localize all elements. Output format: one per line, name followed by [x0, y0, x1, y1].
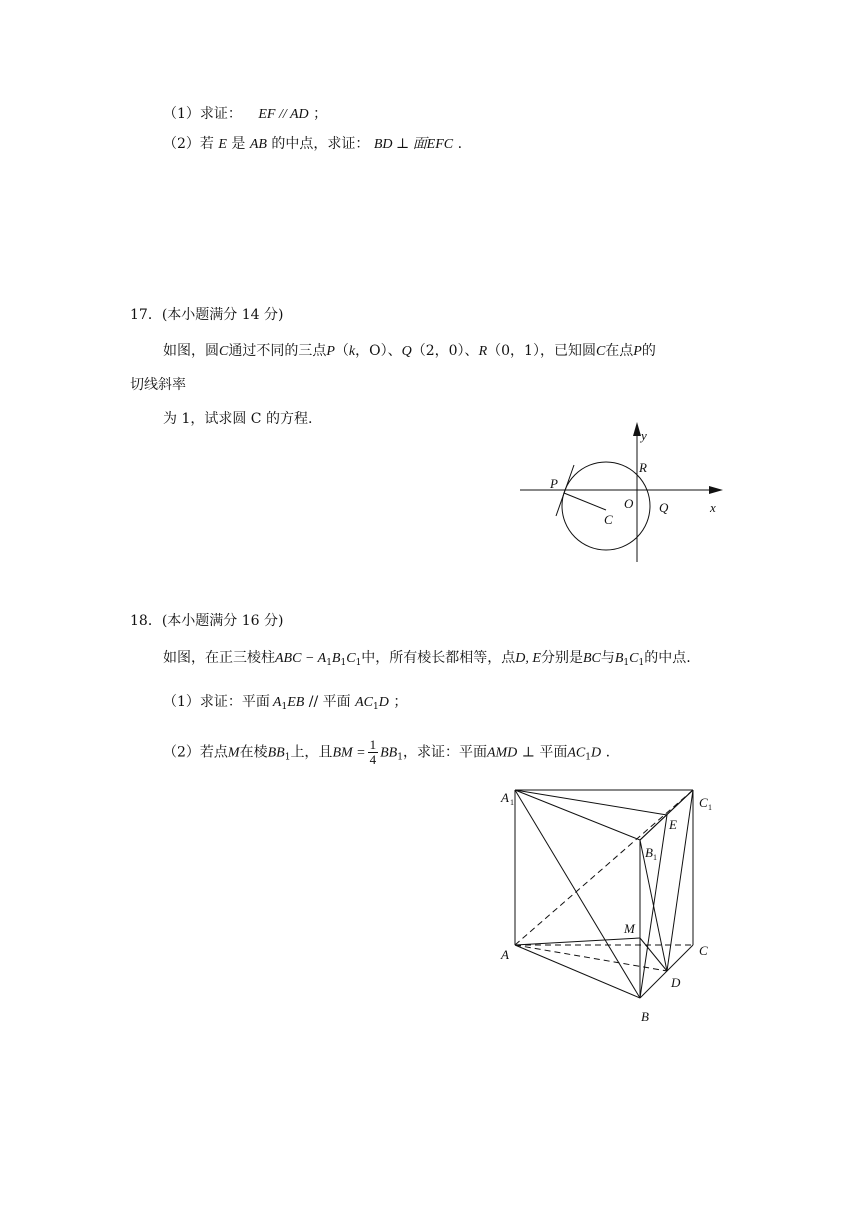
- label-C: C: [699, 943, 708, 958]
- label-M: M: [624, 921, 635, 936]
- q17-header: 17．(本小题满分 14 分): [130, 307, 284, 323]
- q16-part1: （1）求证： EF // AD ；: [163, 106, 328, 122]
- label-D: D: [671, 975, 681, 990]
- label-x: x: [710, 500, 716, 515]
- label-C: C: [604, 512, 613, 527]
- label-A1: A: [501, 790, 509, 805]
- q18-part2: （2）若点M在棱$BB_1$上，且BM = $\frac{1}{4}$ $BB_1$，求证：平面AMD ⊥ 平面$AC_1D$ .: [163, 737, 611, 767]
- q18-prism-figure: [495, 780, 735, 1030]
- svg-text:1: 1: [653, 853, 657, 862]
- q17-circle-figure: [510, 420, 740, 570]
- svg-text:1: 1: [708, 803, 712, 812]
- svg-text:1: 1: [510, 798, 514, 807]
- label-B1: B: [645, 845, 653, 860]
- q18-part1: （1）求证：平面 $A_1EB$ // 平面 $AC_1D$ ；: [163, 694, 408, 712]
- label-A: A: [501, 947, 509, 962]
- q18-header: 18．(本小题满分 16 分): [130, 613, 284, 629]
- q17-statement-line3: 为 1，试求圆 C 的方程.: [163, 411, 313, 427]
- label-R: R: [639, 460, 647, 475]
- q17-statement-line2: 切线斜率: [130, 377, 186, 393]
- label-C1: C: [699, 795, 708, 810]
- q17-statement-line1: 如图，圆C通过不同的三点P（k，O）、Q（2，0）、R（0，1），已知圆C在点P的: [163, 343, 656, 359]
- q16-part2: （2）若 E 是 AB 的中点，求证： BD ⊥ 面EFC .: [163, 136, 463, 152]
- label-B: B: [641, 1009, 649, 1024]
- q18-statement: 如图，在正三棱柱ABC − $A_1B_1C_1$中，所有棱长都相等，点D, E分别是BC与$B_1C_1$的中点.: [163, 650, 691, 668]
- label-y: y: [641, 428, 647, 443]
- label-Q: Q: [659, 500, 669, 515]
- label-E: E: [669, 817, 677, 832]
- fraction-one-quarter: $\frac{1}{4}$: [369, 737, 377, 767]
- label-O: O: [624, 496, 634, 511]
- label-P: P: [550, 476, 558, 491]
